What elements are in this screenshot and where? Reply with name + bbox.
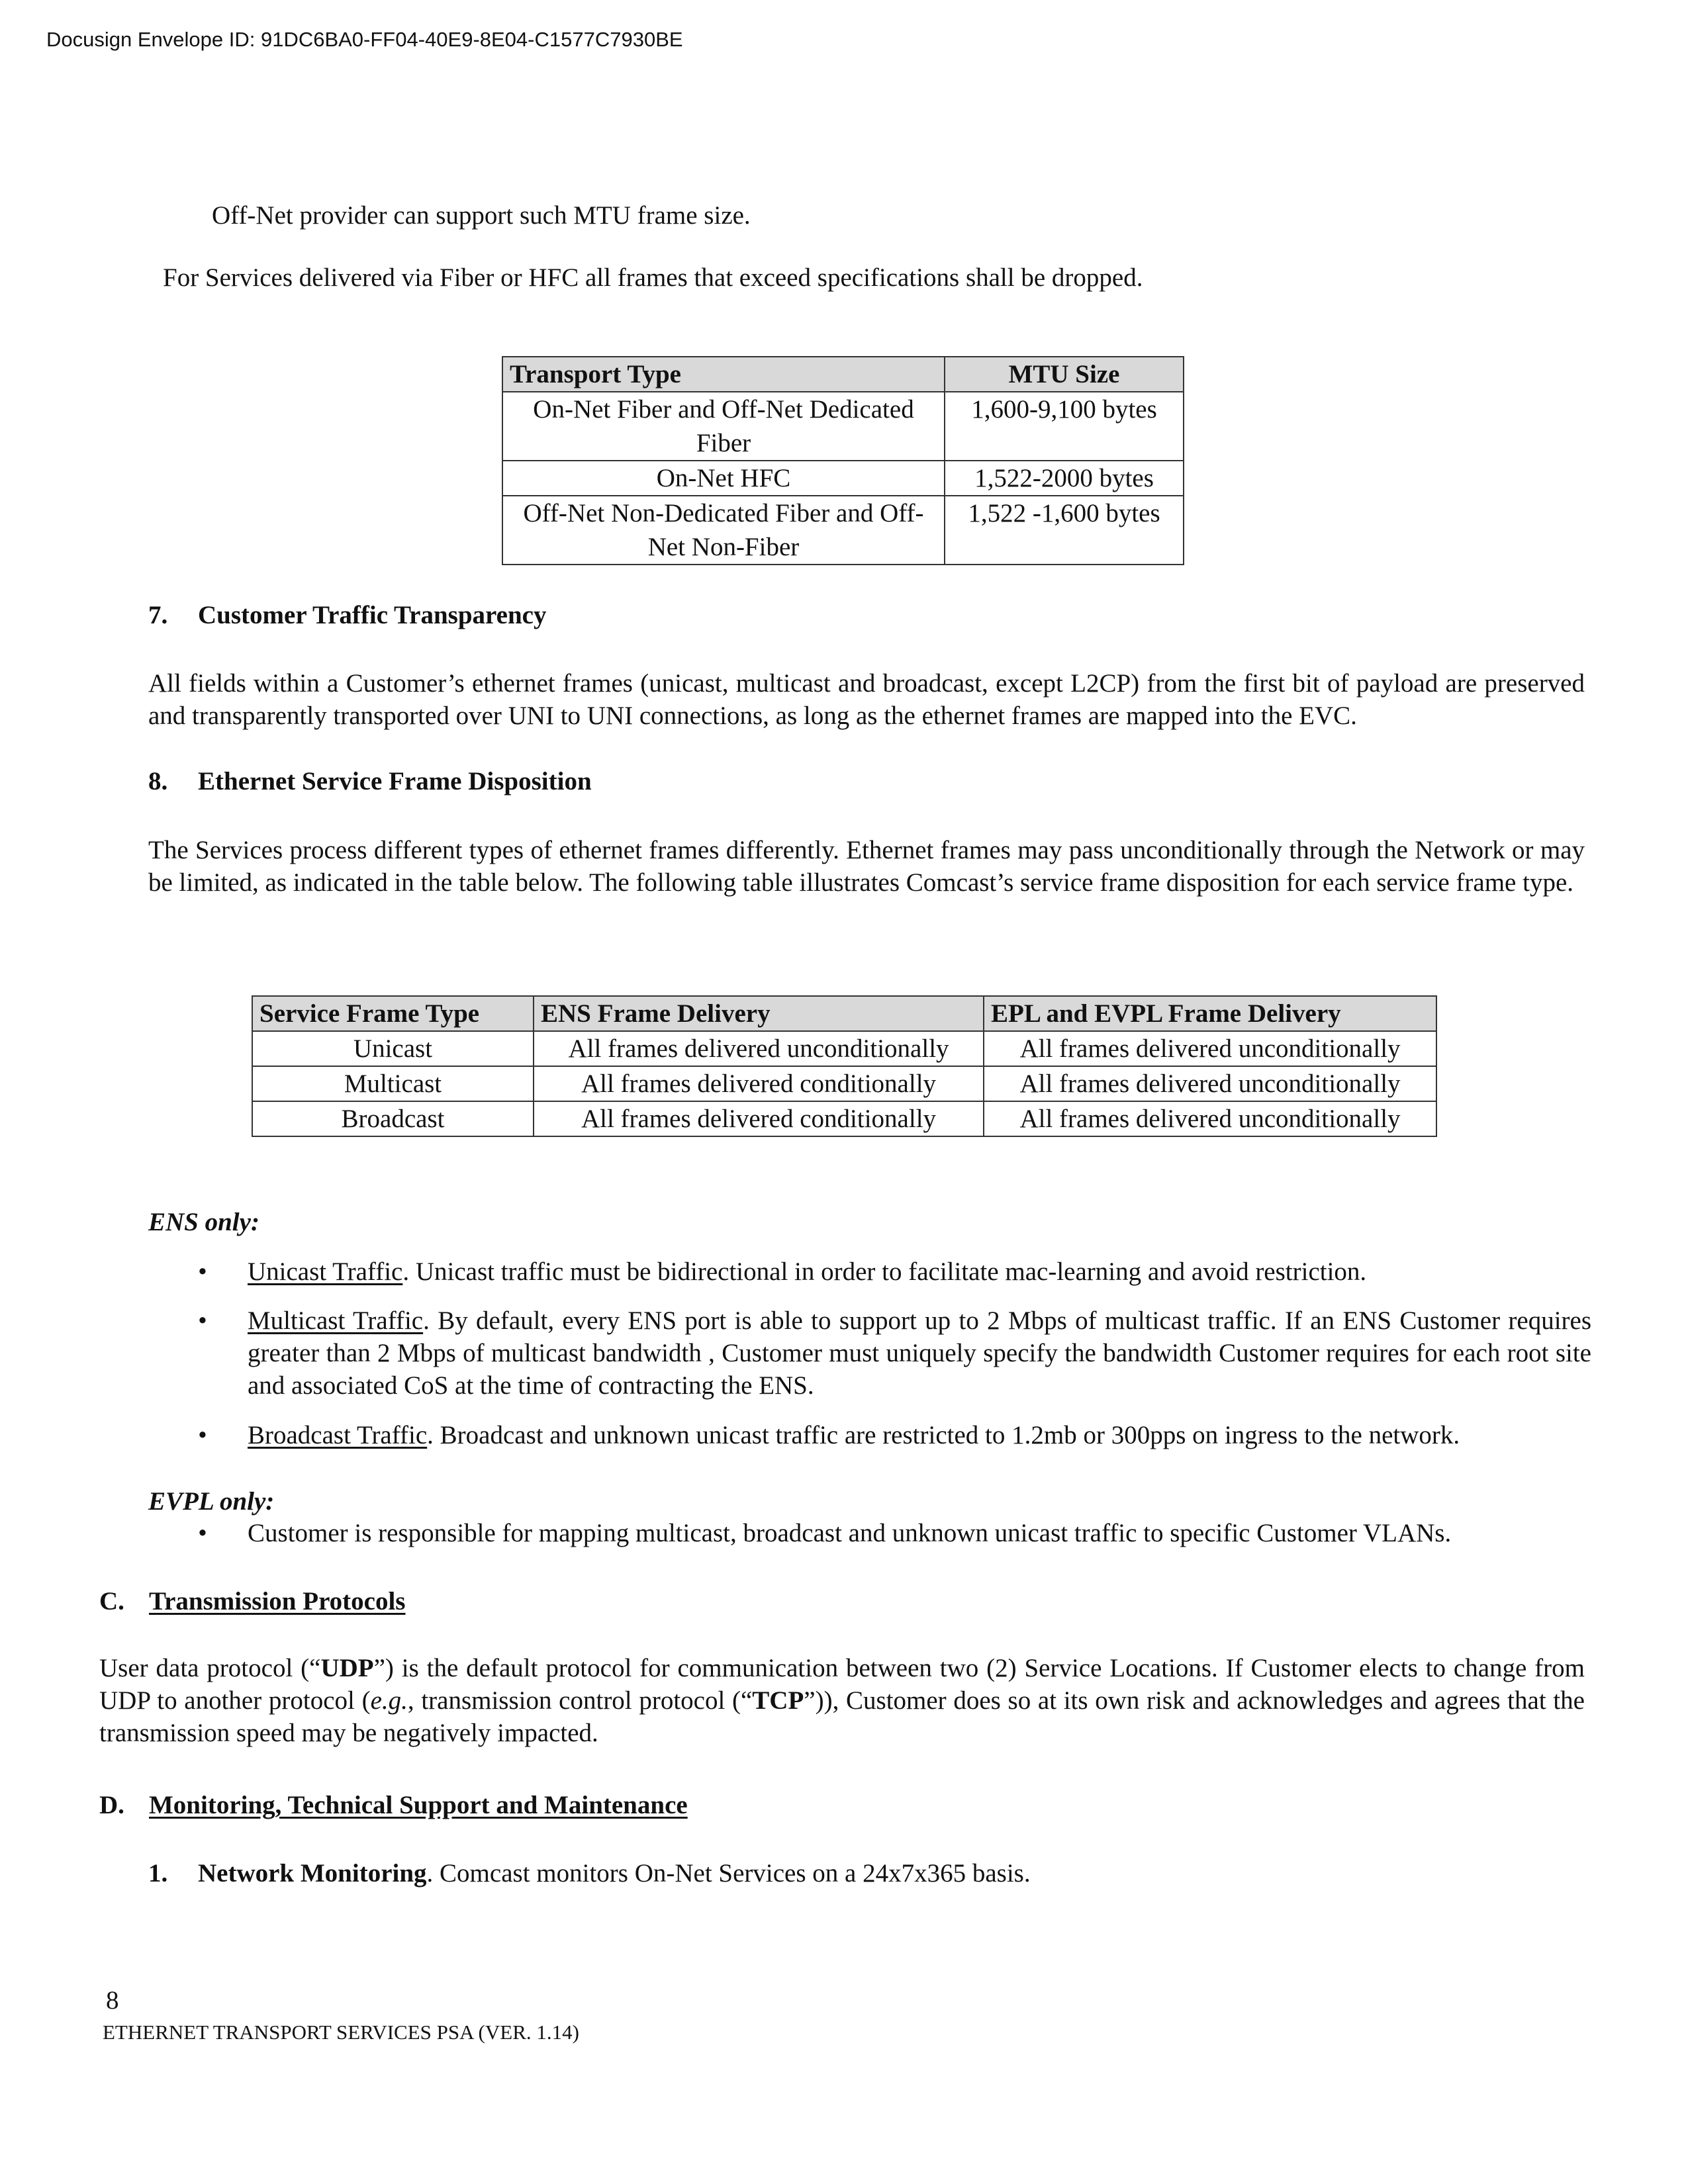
mtu-cell: 1,600-9,100 bytes bbox=[945, 392, 1184, 461]
bullet-icon: • bbox=[198, 1257, 207, 1286]
body-text: User data protocol (“ bbox=[99, 1654, 321, 1682]
frame-cell: Broadcast bbox=[252, 1101, 534, 1136]
network-monitoring-item bbox=[148, 1857, 1031, 1889]
bullet-text: . Unicast traffic must be bidirectional in order to facilitate mac-learning and avoid restriction. bbox=[402, 1257, 1367, 1286]
section-letter: D. bbox=[99, 1791, 124, 1819]
ens-only-heading: ENS only: bbox=[148, 1208, 259, 1236]
table-row bbox=[252, 1066, 1436, 1101]
section-title: Customer Traffic Transparency bbox=[198, 601, 547, 629]
section-title: Ethernet Service Frame Disposition bbox=[198, 767, 592, 796]
page-number: 8 bbox=[106, 1986, 119, 2015]
bullet-icon: • bbox=[198, 1519, 207, 1547]
body-text: ”)), Customer does so at its own risk and acknowledges and agrees that the transmission speed may be negatively impacted. bbox=[99, 1686, 1585, 1747]
list-item bbox=[197, 1419, 1591, 1451]
section-title: Transmission Protocols bbox=[149, 1587, 406, 1615]
section-c-body bbox=[99, 1652, 1585, 1749]
udp-term: UDP bbox=[320, 1654, 374, 1682]
bullet-term: Broadcast Traffic bbox=[248, 1421, 428, 1449]
bullet-term: Unicast Traffic bbox=[248, 1257, 403, 1286]
body-text: , transmission control protocol (“ bbox=[407, 1686, 753, 1715]
bullet-text: . Broadcast and unknown unicast traffic are restricted to 1.2mb or 300pps on ingress to the network. bbox=[427, 1421, 1460, 1449]
tcp-term: TCP bbox=[752, 1686, 804, 1715]
list-item bbox=[197, 1304, 1591, 1402]
frame-header-epl: EPL and EVPL Frame Delivery bbox=[984, 996, 1436, 1031]
eg-text: e.g. bbox=[370, 1686, 408, 1715]
envelope-id: Docusign Envelope ID: 91DC6BA0-FF04-40E9-8E04-C1577C7930BE bbox=[46, 28, 683, 51]
item-title: Network Monitoring bbox=[198, 1859, 427, 1888]
frame-cell: All frames delivered unconditionally bbox=[534, 1031, 984, 1066]
section-title: Monitoring, Technical Support and Maintenance bbox=[149, 1791, 688, 1819]
evpl-only-heading: EVPL only: bbox=[148, 1487, 275, 1516]
body-text: ”) is the default protocol for communication between two (2) Service Locations. If Customer elects to change from UDP to another protocol ( bbox=[99, 1654, 1585, 1715]
table-row bbox=[502, 496, 1184, 565]
frame-cell: Unicast bbox=[252, 1031, 534, 1066]
mtu-cell: 1,522 -1,600 bytes bbox=[945, 496, 1184, 565]
mtu-cell: On-Net HFC bbox=[502, 461, 945, 496]
item-text: . Comcast monitors On-Net Services on a 24x7x365 basis. bbox=[426, 1859, 1031, 1888]
frame-header-type: Service Frame Type bbox=[252, 996, 534, 1031]
mtu-header-transport: Transport Type bbox=[502, 357, 945, 392]
table-row bbox=[252, 1101, 1436, 1136]
bullet-icon: • bbox=[198, 1306, 207, 1335]
section-7-body: All fields within a Customer’s ethernet frames (unicast, multicast and broadcast, except L2CP) from the first bit of payload are preserved and transparently transported over UNI to UNI connections, as long as the ethernet frames are mapped into the EVC. bbox=[148, 669, 1585, 730]
section-c-heading bbox=[99, 1585, 406, 1617]
item-number: 1. bbox=[148, 1859, 168, 1888]
frame-header-ens: ENS Frame Delivery bbox=[534, 996, 984, 1031]
footer-doc-title: ETHERNET TRANSPORT SERVICES PSA (VER. 1.14) bbox=[103, 2021, 579, 2044]
table-row bbox=[252, 1031, 1436, 1066]
section-d-heading bbox=[99, 1789, 688, 1821]
section-7-heading bbox=[148, 599, 546, 631]
bullet-text: Customer is responsible for mapping multicast, broadcast and unknown unicast traffic to specific Customer VLANs. bbox=[248, 1519, 1452, 1547]
mtu-table bbox=[502, 356, 1184, 565]
section-number: 8. bbox=[148, 767, 168, 796]
frame-disposition-table bbox=[252, 995, 1437, 1137]
frame-cell: All frames delivered unconditionally bbox=[984, 1066, 1436, 1101]
frame-cell: All frames delivered unconditionally bbox=[984, 1101, 1436, 1136]
intro-line-1: Off-Net provider can support such MTU frame size. bbox=[212, 201, 751, 230]
section-letter: C. bbox=[99, 1587, 124, 1615]
list-item bbox=[197, 1255, 1591, 1288]
mtu-cell: Off-Net Non-Dedicated Fiber and Off-Net Non-Fiber bbox=[502, 496, 945, 565]
frame-cell: Multicast bbox=[252, 1066, 534, 1101]
intro-line-2: For Services delivered via Fiber or HFC all frames that exceed specifications shall be dropped. bbox=[163, 263, 1143, 292]
table-row bbox=[502, 461, 1184, 496]
bullet-text: . By default, every ENS port is able to support up to 2 Mbps of multicast traffic. If an ENS Customer requires greater than 2 Mbps of multicast bandwidth , Customer must uniquely specify the bandwidth Customer requires for each root site and associated CoS at the time of contracting the ENS. bbox=[248, 1306, 1591, 1400]
mtu-cell: 1,522-2000 bytes bbox=[945, 461, 1184, 496]
frame-cell: All frames delivered conditionally bbox=[534, 1101, 984, 1136]
list-item bbox=[197, 1517, 1591, 1549]
frame-cell: All frames delivered conditionally bbox=[534, 1066, 984, 1101]
mtu-cell: On-Net Fiber and Off-Net Dedicated Fiber bbox=[502, 392, 945, 461]
mtu-header-size: MTU Size bbox=[945, 357, 1184, 392]
bullet-icon: • bbox=[198, 1421, 207, 1449]
bullet-term: Multicast Traffic bbox=[248, 1306, 424, 1335]
section-number: 7. bbox=[148, 601, 168, 629]
section-8-heading bbox=[148, 765, 592, 797]
frame-cell: All frames delivered unconditionally bbox=[984, 1031, 1436, 1066]
table-row bbox=[502, 392, 1184, 461]
section-8-body: The Services process different types of ethernet frames differently. Ethernet frames may pass unconditionally through the Network or may be limited, as indicated in the table below. The following table illustrates Comcast’s service frame disposition for each service frame type. bbox=[148, 836, 1585, 897]
